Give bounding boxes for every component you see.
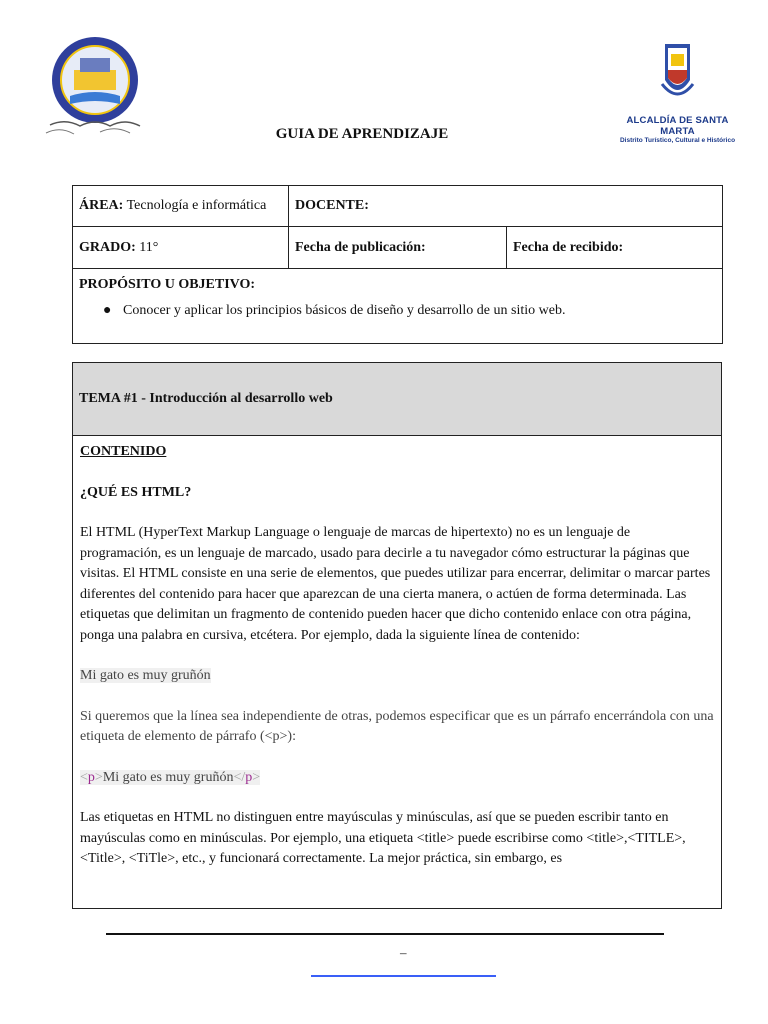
- institution-seal-logo: [40, 30, 160, 138]
- fecha-publicacion-cell: [289, 227, 507, 269]
- bullet-icon: ●: [103, 303, 112, 318]
- grado-label: GRADO:: [79, 239, 136, 255]
- html-question-heading: ¿QUÉ ES HTML?: [80, 484, 192, 500]
- docente-label: DOCENTE:: [295, 198, 369, 213]
- area-value: Tecnología e informática: [126, 198, 267, 213]
- tema-header: TEMA #1 - Introducción al desarrollo web: [73, 363, 721, 436]
- code-example: [80, 768, 714, 789]
- footer-dash: –: [400, 945, 407, 960]
- objetivo-list-item: [79, 303, 716, 319]
- grado-value: 11°: [139, 239, 159, 255]
- code-close-lt: </: [233, 769, 246, 785]
- proposito-label: PROPÓSITO U OBJETIVO:: [79, 277, 256, 292]
- code-close-gt: >: [252, 769, 261, 785]
- footer-link-underline[interactable]: [311, 975, 496, 977]
- area-cell: [73, 186, 289, 227]
- paragraph-intro: El HTML (HyperText Markup Language o lenguaje de marcas de hipertexto) no es un lenguaje de programación, es un lenguaje de marcado, usado para decirle a tu navegador cómo estructurar la páginas que visitas. El HTML consiste en una serie de elementos, que puedes utilizar para encerrar, delimitar o marcar partes diferentes del contenido para hacer que aparezcan de una cierta manera, o actúen de forma determinada. Las etiquetas que delimitan un fragmento de contenido pueden hacer que dicho contenido enlace con otra página, ponga una palabra en cursiva, etcétera. Por ejemplo, dada la siguiente línea de contenido:: [80, 525, 711, 643]
- paragraph-case: Las etiquetas en HTML no distinguen entre mayúsculas y minúsculas, así que se pueden escribir tanto en mayúsculas como en minúsculas. Por ejemplo, una etiqueta <title> puede escribirse como <title>,<TITLE>, <Title>, <TiTle>, etc., y funcionará correctamente. La mejor práctica, sin embargo, es: [80, 810, 686, 866]
- code-open-lt: <: [80, 769, 88, 785]
- code-open-p: p: [87, 769, 95, 785]
- paragraph-p-tag: Si queremos que la línea sea independiente de otras, podemos especificar que es un párrafo encerrándola con una etiqueta de elemento de párrafo (<p>):: [80, 708, 714, 744]
- fecha-publicacion-label: Fecha de publicación:: [295, 239, 426, 255]
- area-label: ÁREA:: [79, 198, 124, 213]
- content-area: [73, 442, 721, 870]
- example-line: [80, 666, 714, 687]
- fecha-recibido-cell: [507, 227, 723, 269]
- code-close-p: p: [245, 769, 253, 785]
- objetivo-text: Conocer y aplicar los principios básicos de diseño y desarrollo de un sitio web.: [123, 303, 566, 318]
- logo-name-line1: ALCALDÍA DE SANTA MARTA: [626, 115, 729, 137]
- tema-section: [72, 362, 722, 909]
- code-text: Mi gato es muy gruñón: [102, 769, 234, 785]
- alcaldia-santa-marta-logo: [610, 40, 745, 144]
- footer-divider: [106, 933, 664, 935]
- grado-cell: [73, 227, 289, 269]
- fecha-recibido-label: Fecha de recibido:: [513, 239, 624, 255]
- info-table: [72, 185, 723, 344]
- docente-cell: [289, 186, 723, 227]
- document-title: GUIA DE APRENDIZAJE: [275, 126, 449, 142]
- code-open-gt: >: [94, 769, 103, 785]
- proposito-cell: [73, 269, 723, 344]
- contenido-heading: CONTENIDO: [80, 444, 167, 459]
- logo-name-line2: Distrito Turístico, Cultural e Histórico: [619, 137, 736, 144]
- example-text: Mi gato es muy gruñón: [80, 668, 211, 683]
